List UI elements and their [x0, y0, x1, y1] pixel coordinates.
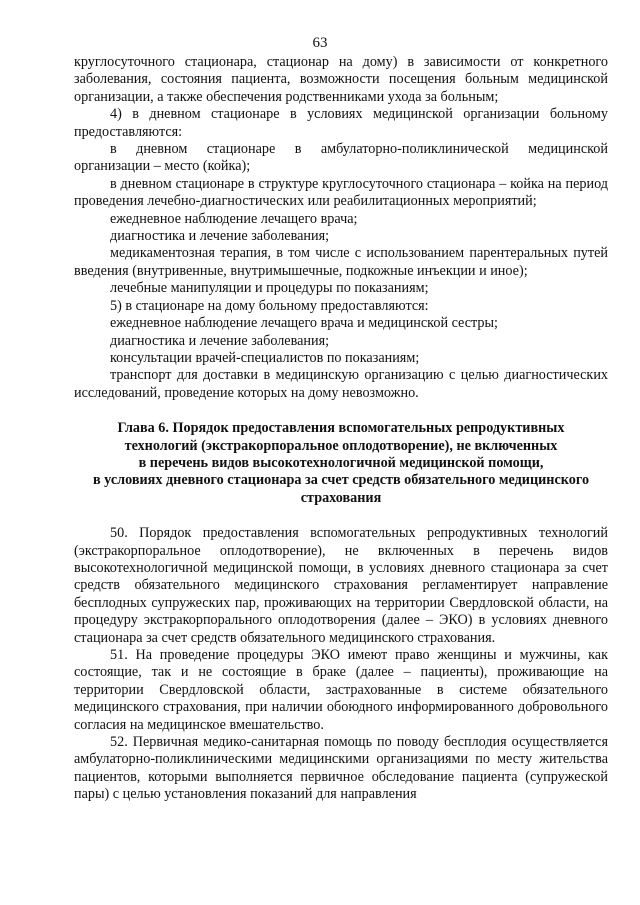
list-item: медикаментозная терапия, в том числе с использованием парентеральных путей введения (внутривенные, внутримышечные, подкожные инъекции и иное); — [74, 245, 608, 279]
paragraph: 52. Первичная медико-санитарная помощь по поводу бесплодия осуществляется амбулаторно-поликлиническими медицинскими организациями по месту жительства пациентов, которыми выполняется первичное обследование пациента (супружеской пары) с целью установления показаний для направления — [74, 734, 608, 803]
chapter-heading — [74, 420, 608, 507]
list-item: лечебные манипуляции и процедуры по показаниям; — [110, 280, 429, 297]
paragraph: 50. Порядок предоставления вспомогательных репродуктивных технологий (экстракорпоральное оплодотворение), не включенных в перечень видов высокотехнологичной медицинской помощи, в условиях дневного стационара за счет средств обязательного медицинского страхования регламентирует направление бесплодных супружеских пар, проживающих на территории Свердловской области, на процедуру экстракорпорального оплодотворения (далее – ЭКО) в условиях дневного стационара за счет средств обязательного медицинского страхования. — [74, 525, 608, 646]
page-number: 63 — [312, 35, 328, 51]
list-item: транспорт для доставки в медицинскую организацию с целью диагностических исследований, проведение которых на дому невозможно. — [74, 367, 608, 401]
heading-line: Глава 6. Порядок предоставления вспомогательных репродуктивных — [117, 420, 565, 437]
list-item: в дневном стационаре в структуре круглосуточного стационара – койка на период проведения лечебно-диагностических или реабилитационных мероприятий; — [74, 175, 608, 210]
heading-line: в перечень видов высокотехнологичной медицинской помощи, — [138, 454, 544, 471]
list-item: ежедневное наблюдение лечащего врача и медицинской сестры; — [110, 315, 498, 332]
heading-line: страхования — [300, 489, 382, 506]
heading-line: в условиях дневного стационара за счет средств обязательного медицинского — [92, 472, 590, 489]
paragraph: круглосуточного стационара, стационар на дому) в зависимости от конкретного заболевания, состояния пациента, возможности посещения больным медицинской организации, а также обеспечения родственниками ухода за больным; — [74, 54, 608, 105]
heading-line: технологий (экстракорпоральное оплодотворение), не включенных — [124, 437, 558, 454]
list-item: ежедневное наблюдение лечащего врача; — [110, 210, 358, 227]
list-item: консультации врачей-специалистов по показаниям; — [110, 349, 420, 366]
list-item: в дневном стационаре в амбулаторно-поликлинической медицинской организации – место (койка); — [74, 141, 608, 175]
list-item: диагностика и лечение заболевания; — [110, 332, 330, 349]
list-item: 5) в стационаре на дому больному предоставляются: — [110, 297, 429, 314]
list-item: диагностика и лечение заболевания; — [110, 228, 330, 245]
list-item: 4) в дневном стационаре в условиях медицинской организации больному предоставляются: — [74, 106, 608, 140]
paragraph: 51. На проведение процедуры ЭКО имеют право женщины и мужчины, как состоящие, так и не состоящие в браке (далее – пациенты), проживающие на территории Свердловской области, застрахованные в системе обязательного медицинского страхования, при наличии обоюдного информированного добровольного согласия на медицинское вмешательство. — [74, 647, 608, 733]
document-body — [74, 54, 608, 804]
